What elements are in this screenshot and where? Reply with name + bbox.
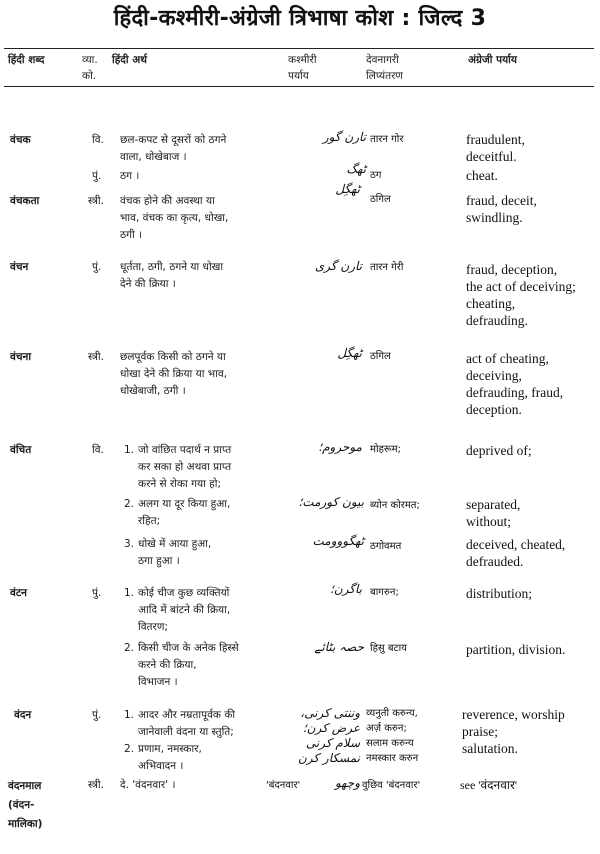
meaning-line: छलपूर्वक किसी को ठगने या: [120, 351, 226, 363]
header-bottom-rule: [4, 86, 594, 87]
kashmiri-synonym: وننتی کرنی،: [300, 706, 360, 720]
meaning-line: जानेवाली वंदना या स्तुति;: [138, 726, 234, 738]
english-line: praise;: [462, 724, 498, 739]
kashmiri-cross-reference: 'बंदनवार': [266, 780, 301, 791]
headword-line: वंदनमाल: [8, 780, 42, 792]
headword-line: (वंदन-: [8, 799, 35, 811]
meaning-line: करने से रोका गया हो;: [138, 478, 221, 490]
hindi-meaning-1: [124, 707, 310, 741]
grammar-label: पुं.: [92, 709, 102, 721]
devanagari-transliteration: बागरुन;: [370, 587, 399, 598]
kashmiri-synonym: حصہ بٹائے: [314, 640, 364, 654]
hindi-meaning: [120, 349, 292, 400]
devanagari-transliteration: अर्ज़ करुन;: [366, 723, 407, 734]
col-header-devanagari-1: देवनागरी: [366, 54, 399, 66]
devanagari-transliteration: व्यनुती करुन्य,: [366, 708, 418, 719]
headword: वंदन: [14, 709, 32, 721]
english-line: defrauding, fraud,: [466, 385, 564, 400]
kashmiri-synonym: نمسکار کرن: [297, 751, 360, 765]
kashmiri-synonym: باگرن؛: [330, 582, 362, 596]
page-title: हिंदी-कश्मीरी-अंग्रेजी त्रिभाषा कोश : जिल्द 3: [113, 6, 487, 31]
english-line: the act of deceiving;: [466, 279, 576, 294]
col-header-kashmiri-1: कश्मीरी: [288, 54, 317, 66]
hindi-meaning: [120, 259, 292, 293]
kashmiri-synonym: تارن گور: [322, 130, 366, 144]
col-header-hindi-word: हिंदी शब्द: [8, 54, 45, 66]
english-synonym: [466, 536, 565, 570]
meaning-line: आदर और नम्रतापूर्वक की: [138, 709, 236, 721]
english-line: defrauded.: [466, 554, 524, 569]
kashmiri-synonym: ٹھگِل: [337, 346, 362, 360]
hindi-meaning: [120, 193, 292, 244]
english-synonym: [466, 131, 525, 165]
kashmiri-synonym: عرض کرن؛: [302, 721, 360, 735]
english-line: deceiving,: [466, 368, 522, 383]
meaning-line: धूर्तता, ठगी, ठगने या धोखा: [120, 261, 224, 273]
grammar-label: पुं.: [92, 170, 102, 182]
headword: [8, 777, 42, 834]
meaning-line: जो वांछित पदार्थ न प्राप्त: [138, 444, 232, 456]
hindi-meaning-2: [124, 640, 310, 691]
kashmiri-synonym: ٹھگِل: [335, 182, 360, 196]
grammar-label: वि.: [92, 444, 104, 456]
col-header-hindi-meaning: हिंदी अर्थ: [112, 54, 147, 66]
meaning-line: देने की क्रिया ।: [120, 278, 176, 290]
hindi-meaning-3: [124, 536, 310, 570]
english-line: without;: [466, 514, 512, 529]
devanagari-transliteration: ठगिल: [370, 351, 391, 362]
devanagari-transliteration: हिसु बटाय: [370, 643, 407, 654]
meaning-line: धोखेबाजी, ठगी ।: [120, 385, 186, 397]
hindi-meaning: [120, 168, 292, 185]
meaning-line: किसी चीज के अनेक हिस्से: [138, 642, 239, 654]
meaning-line: अभिवादन ।: [138, 760, 184, 772]
sense-number: 1.: [124, 709, 135, 721]
headword: वंचकता: [10, 195, 40, 207]
english-synonym: [466, 496, 520, 530]
english-synonym: [466, 585, 532, 602]
devanagari-transliteration: नमस्कार करुन: [366, 753, 419, 764]
kashmiri-synonym: سلام کرنی: [305, 736, 360, 750]
english-synonym: [466, 442, 532, 459]
english-synonym: [466, 350, 563, 418]
grammar-label: पुं.: [92, 261, 102, 273]
english-line: deprived of;: [466, 443, 532, 458]
english-line: deceived, cheated,: [466, 537, 566, 552]
meaning-line: ठगी ।: [120, 229, 143, 241]
sense-number: 3.: [124, 538, 135, 550]
meaning-line: अलग या दूर किया हुआ,: [138, 498, 231, 510]
header-top-rule: [4, 48, 594, 49]
col-header-grammar-1: व्या.: [82, 54, 98, 66]
devanagari-transliteration: सलाम करुन्य: [366, 738, 414, 749]
hindi-meaning-1: [124, 585, 310, 636]
english-line: fraud, deceit,: [466, 193, 537, 208]
english-line: act of cheating,: [466, 351, 549, 366]
grammar-label: स्त्री.: [88, 351, 104, 363]
meaning-line: ठग ।: [120, 170, 140, 182]
meaning-line: वाला, धोखेबाज ।: [120, 151, 187, 163]
meaning-line: कर सका हो अथवा प्राप्त: [138, 461, 232, 473]
hindi-meaning-1: [124, 442, 310, 493]
grammar-label: स्त्री.: [88, 779, 104, 791]
english-synonym: [466, 641, 565, 658]
meaning-line: प्रणाम, नमस्कार,: [138, 743, 202, 755]
sense-number: 2.: [124, 743, 135, 755]
english-line: partition, division.: [466, 642, 566, 657]
english-line: separated,: [466, 497, 521, 512]
english-line: distribution;: [466, 586, 533, 601]
sense-number: 1.: [124, 587, 135, 599]
sense-number: 2.: [124, 642, 135, 654]
english-line: deception.: [466, 402, 522, 417]
meaning-line: वंचक होने की अवस्था या: [120, 195, 215, 207]
col-header-devanagari-2: लिप्यंतरण: [366, 70, 403, 82]
kashmiri-synonym: وچھو: [335, 776, 360, 790]
grammar-label: पुं.: [92, 587, 102, 599]
meaning-line: विभाजन ।: [138, 676, 178, 688]
sense-number: 1.: [124, 444, 135, 456]
meaning-line: धोखा देने की क्रिया या भाव,: [120, 368, 228, 380]
meaning-line: छल-कपट से दूसरों को ठगने: [120, 134, 227, 146]
english-line: see 'वंदनवार': [460, 778, 518, 792]
headword: वंटन: [10, 587, 27, 599]
kashmiri-synonym: تارن گری: [314, 259, 362, 273]
meaning-line: आदि में बांटने की क्रिया,: [138, 604, 231, 616]
meaning-line: रहित;: [138, 515, 161, 527]
english-synonym: [466, 192, 537, 226]
col-header-english: अंग्रेजी पर्याय: [468, 54, 517, 66]
sense-number: 2.: [124, 498, 135, 510]
devanagari-transliteration: मोहरूम;: [370, 444, 401, 455]
meaning-line: ठगा हुआ ।: [138, 555, 180, 567]
col-header-kashmiri-2: पर्याय: [288, 70, 309, 82]
hindi-meaning-2: [124, 741, 310, 775]
kashmiri-synonym: موحروم؛: [318, 440, 362, 454]
english-line: reverence, worship: [462, 707, 565, 722]
meaning-line: करने की क्रिया,: [138, 659, 197, 671]
kashmiri-synonym: بیون کورمت؛: [298, 495, 364, 509]
headword: वंचना: [10, 351, 32, 363]
hindi-meaning: [120, 132, 292, 166]
english-synonym: [466, 261, 576, 329]
devanagari-transliteration: ठगोवमत: [370, 541, 402, 552]
english-synonym: [462, 706, 565, 757]
headword: वंचन: [10, 261, 29, 273]
meaning-line: कोई चीज कुछ व्यक्तियों: [138, 587, 230, 599]
headword-line: मालिका): [8, 818, 43, 830]
devanagari-transliteration: ठगिल: [370, 194, 391, 205]
devanagari-transliteration: वुछिव 'बंदनवार': [362, 780, 421, 791]
english-line: swindling.: [466, 210, 523, 225]
devanagari-transliteration: ब्योन कोरमत;: [370, 500, 420, 511]
grammar-label: स्त्री.: [88, 195, 104, 207]
english-synonym: [460, 777, 517, 794]
col-header-grammar-2: को.: [82, 70, 97, 82]
devanagari-transliteration: ठग: [370, 170, 382, 181]
english-line: cheating,: [466, 296, 516, 311]
kashmiri-synonym: ٹھگووومت: [312, 534, 364, 548]
english-line: deceitful.: [466, 149, 517, 164]
headword: वंचित: [10, 444, 32, 456]
english-line: fraud, deception,: [466, 262, 558, 277]
meaning-line: दे. 'वंदनवार' ।: [120, 779, 176, 791]
meaning-line: वितरण;: [138, 621, 168, 633]
kashmiri-synonym: ٹھگ: [346, 162, 366, 176]
grammar-label: वि.: [92, 134, 104, 146]
devanagari-transliteration: तारन गोर: [370, 134, 404, 145]
headword: वंचक: [10, 134, 31, 146]
devanagari-transliteration: तारन गेरी: [370, 262, 404, 273]
english-synonym: [466, 167, 498, 184]
english-line: salutation.: [462, 741, 518, 756]
english-line: fraudulent,: [466, 132, 525, 147]
meaning-line: धोखे में आया हुआ,: [138, 538, 212, 550]
english-line: defrauding.: [466, 313, 528, 328]
english-line: cheat.: [466, 168, 498, 183]
meaning-line: भाव, वंचक का कृत्य, धोखा,: [120, 212, 229, 224]
